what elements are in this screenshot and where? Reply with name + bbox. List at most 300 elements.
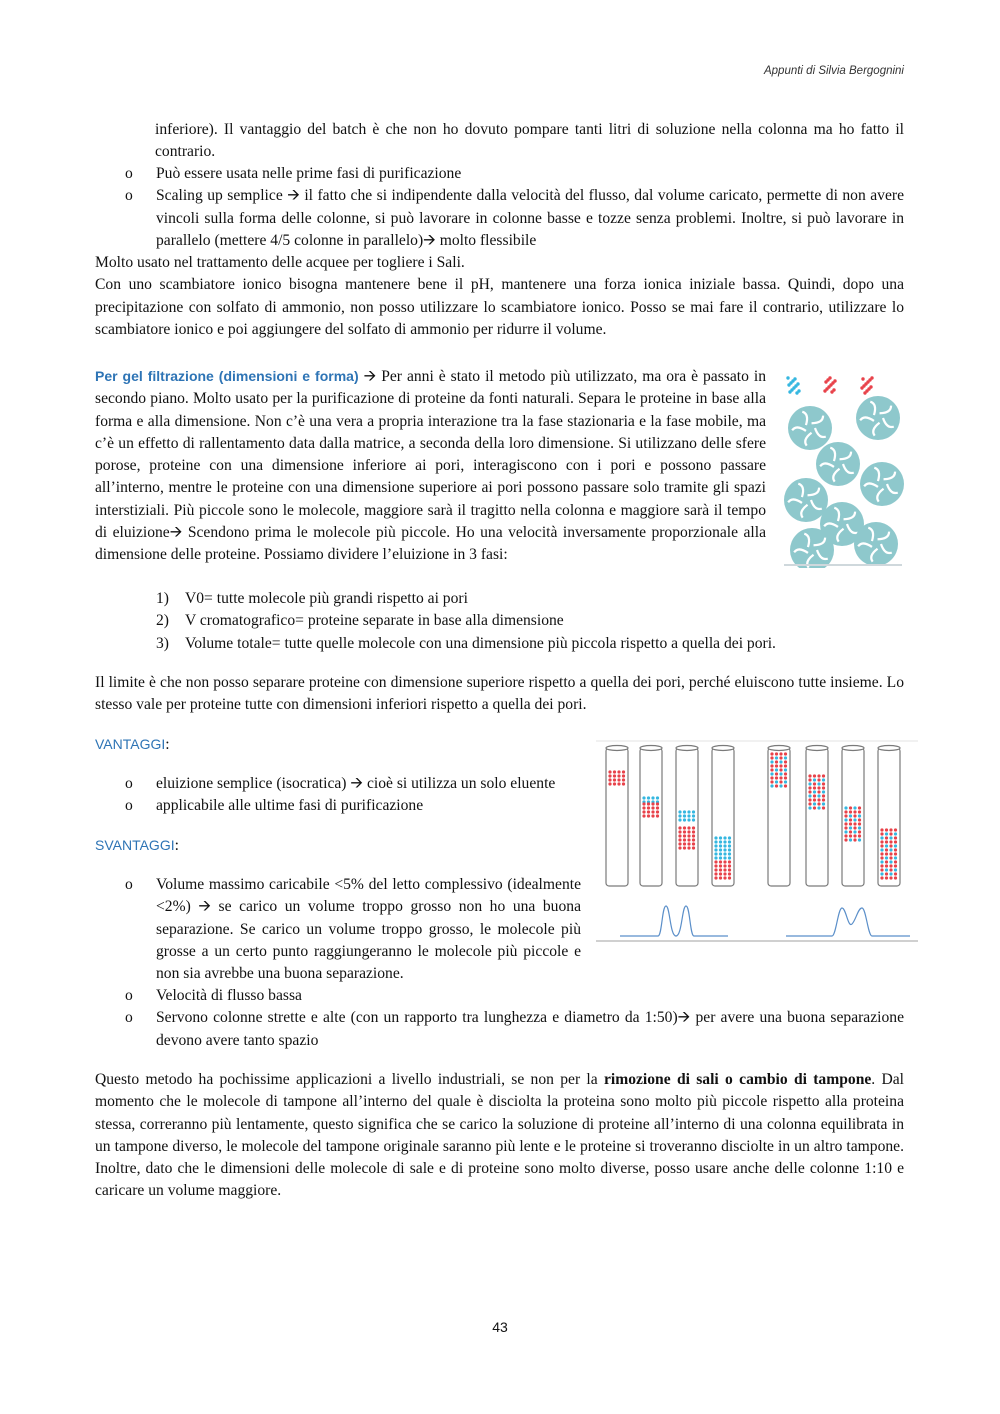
molecule-dot [692,826,695,829]
molecule-dot [779,784,782,787]
molecule-dot [613,778,616,781]
molecule-dot [849,814,852,817]
molecule-dot [770,760,773,763]
molecule-dot [728,868,731,871]
porous-bead [784,478,828,522]
closing-paragraph [95,1069,904,1203]
molecule-dot [678,810,681,813]
molecule-dot [683,830,686,833]
molecule-dot [683,842,686,845]
molecule-dot [683,838,686,841]
molecule-dot [784,780,787,783]
bullet-text: eluizione semplice (isocratica) 🡪 cioè si utilizza un solo eluente [156,775,556,792]
porous-beads-figure [780,372,906,568]
molecule-dot [808,778,811,781]
molecule-dot [880,868,883,871]
molecule-dot [775,784,778,787]
molecule-dot [813,774,816,777]
chromatography-column [768,746,790,887]
molecule-dot [779,768,782,771]
molecule-dot [808,774,811,777]
molecule-dot [853,806,856,809]
phases-block [95,588,904,655]
molecule-dot [647,810,650,813]
molecule-dot [853,822,856,825]
molecule-dot [880,832,883,835]
molecule-dot [714,876,717,879]
molecule-dot [714,860,717,863]
molecule-dot [889,860,892,863]
bullet-text: Scaling up semplice 🡪 il fatto che si indipendente dalla velocità del flusso, dal volume caricato, permette di non avere vincoli sulla forma delle colonne, si può lavorare in colonne basse e tozze senza problemi. Inoltre, si può lavorare in parallelo (mettere 4/5 colonne in parallelo)🡪 molto flessibile [156,187,904,249]
molecule-dot [719,872,722,875]
molecule-dot [885,872,888,875]
molecule-dot [853,830,856,833]
molecule-dot [779,772,782,775]
molecule-dot [775,768,778,771]
molecule-dot [889,872,892,875]
molecule-dot [770,776,773,779]
molecule-dot [885,856,888,859]
intro-continuation-text: inferiore). Il vantaggio del batch è che non ho dovuto pompare tanti litri di soluzione nella colonna ma ho fatto il contrario. [155,121,904,161]
molecule-dot [714,864,717,867]
molecule-dot [728,860,731,863]
limit-paragraph: Il limite è che non posso separare proteine con dimensione superiore rispetto a quella dei pori, perché eluiscono tutte insieme. Lo stesso vale per proteine tutte con dimensioni inferiori rispetto a quella dei pori. [95,674,904,714]
column-tube [806,748,828,886]
molecule-dot [880,860,883,863]
molecule-dot [775,780,778,783]
molecule-dot [723,848,726,851]
molecule-dot [880,836,883,839]
molecule-dot [723,876,726,879]
molecule-dot [853,838,856,841]
molecule-dot [880,828,883,831]
molecule-dot [853,810,856,813]
chromatography-column [606,746,628,887]
molecule-dot [692,842,695,845]
molecule-dot [849,822,852,825]
molecule-dot [622,778,625,781]
column-top [676,746,698,751]
molecule-dot [770,784,773,787]
molecule-dot [858,830,861,833]
gel-text: 🡪 Per anni è stato il metodo più utilizzato, ma ora è passato in secondo piano. Molto usato per la purificazione di proteine da fonti naturali. Separa le proteine in base alla forma e alla dimensione. Non c’è una vera a propria interazione tra la fase stazionaria e la fase mobile, ma c’è un effetto di rallentamento data dalla matrice, a seconda della loro dimensione. Si utilizzano delle sfere porose, proteine con una dimensione inferiore ai pori, interagiscono con i pori e possono passare all’interno, mentre le proteine con una dimensione superiore ai pori possono passare solo tramite gli spazi interstiziali. Più piccole sono le molecole, maggiore sarà il tragitto nella colonna e maggiore sarà il tempo di eluizione🡪 Scendono prima le molecole più piccole. Ho una velocità inversamente proporzionale alla dimensione delle proteine. Possiamo dividere l’eluizione in 3 fasi: [95,368,766,564]
molecule-dot [728,876,731,879]
molecule-dot [786,376,789,379]
molecule-dot [822,798,825,801]
molecule-dot [656,806,659,809]
porous-bead [856,396,900,440]
molecule-dot [808,786,811,789]
molecule-dot [894,876,897,879]
molecule-dot [885,864,888,867]
molecule-dot [849,810,852,813]
svantaggi-block-1 [95,874,581,985]
molecule-dot [719,844,722,847]
molecule-dot [832,388,835,391]
molecule-dot [719,848,722,851]
molecule-dot [608,770,611,773]
phase-number: 2) [156,612,169,630]
paragraph-scambiatore: Con uno scambiatore ionico bisogna mantenere bene il pH, mantenere una forza ionica iniziale bassa. Quindi, dopo una precipitazione con solfato di ammonio, non posso utilizzare lo scambiatore ionico. Posso se mai fare il contrario, utilizzare lo scambiatore ionico e poi aggiungere del solfato di ammonio per ridurre il volume. [95,276,904,339]
molecule-dot [622,782,625,785]
molecule-dot [719,876,722,879]
molecule-dot [687,846,690,849]
molecule-dot [894,828,897,831]
molecule-dot [858,822,861,825]
intro-bullet-list [95,163,904,252]
molecule-dot [880,864,883,867]
list-item [95,633,904,655]
molecule-dot [808,790,811,793]
chromatography-column [878,746,900,887]
molecule-dot [894,872,897,875]
phase-text: Volume totale= tutte quelle molecole con una dimensione più piccola rispetto a quella dei pori. [185,634,776,652]
list-item [95,985,904,1007]
molecule-dot [861,377,864,380]
molecule-dot [775,772,778,775]
bullet-text: Velocità di flusso bassa [156,987,302,1004]
columns-group [606,746,900,887]
molecule-dot [651,802,654,805]
molecule-dot [853,834,856,837]
molecule-dot [849,834,852,837]
molecule-dot [813,782,816,785]
column-tube [606,748,628,886]
molecule-dot [723,840,726,843]
molecule-dot [647,806,650,809]
molecule-dot [779,776,782,779]
molecule-dot [844,834,847,837]
molecule-dot [885,840,888,843]
molecule-dot [894,864,897,867]
molecule-dot [714,848,717,851]
molecule-dot [894,836,897,839]
molecule-dot [808,802,811,805]
molecule-dot [687,826,690,829]
molecule-dot [889,856,892,859]
molecule-dot [642,810,645,813]
gel-section [95,365,766,567]
list-item [95,163,904,185]
molecule-dot [678,830,681,833]
molecule-dot [622,770,625,773]
molecule-dot [719,836,722,839]
molecule-dot [858,826,861,829]
molecule-dot [775,752,778,755]
chromatography-column [676,746,698,887]
molecule-dot [808,806,811,809]
bullet-marker: o [125,775,133,792]
molecule-dot [844,818,847,821]
molecule-dot [885,852,888,855]
molecule-dot [894,848,897,851]
vantaggi-block [95,773,585,818]
molecule-dot [683,810,686,813]
molecule-dot [775,764,778,767]
molecule-dot [889,864,892,867]
column-top [842,746,864,751]
molecule-dot [849,806,852,809]
molecule-dot [687,842,690,845]
molecule-dot [813,806,816,809]
molecule-dot [813,794,816,797]
molecule-dot [894,844,897,847]
list-item [95,610,904,632]
svantaggi-list-cont [95,985,904,1052]
molecule-dot [889,828,892,831]
intro-continuation [155,119,904,164]
molecule-dot [849,830,852,833]
molecule-dot [647,814,650,817]
column-top [768,746,790,751]
molecule-dot [683,826,686,829]
bullet-marker: o [125,165,133,182]
molecule-dot [728,836,731,839]
molecule-dot [894,856,897,859]
page-header: Appunti di Silvia Bergognini [763,65,904,77]
molecule-dot [885,844,888,847]
molecule-dot [849,826,852,829]
molecule-dot [844,806,847,809]
molecule-dot [822,794,825,797]
page-number: 43 [492,1319,508,1335]
molecule-dot [813,790,816,793]
molecule-dot [692,814,695,817]
molecule-dot [858,838,861,841]
molecule-dot [844,838,847,841]
molecule-dot [723,872,726,875]
molecule-dot [822,802,825,805]
molecule-dot [779,764,782,767]
porous-bead [788,406,832,450]
molecule-dot [687,830,690,833]
column-top [878,746,900,751]
molecule-dot [808,782,811,785]
molecule-dot [723,864,726,867]
molecule-dot [880,840,883,843]
molecule-dot [714,852,717,855]
molecule-dot [889,840,892,843]
molecule-dot [719,856,722,859]
list-item [95,874,581,985]
molecule-dot [723,868,726,871]
molecule-dot [714,872,717,875]
molecule-dot [793,377,796,380]
molecule-dot [844,810,847,813]
molecule-dot [844,814,847,817]
molecule-dot [683,818,686,821]
molecule-dot [770,756,773,759]
chromatography-column [842,746,864,887]
molecule-dot [822,778,825,781]
molecule-dot [880,872,883,875]
intro-bullets-block [95,163,904,341]
molecule-dot [714,844,717,847]
molecule-dot [869,385,872,388]
phase-number: 3) [156,634,169,652]
gel-heading: Per gel filtrazione (dimensioni e forma) [95,368,359,384]
molecule-dot [678,834,681,837]
molecule-dot [894,860,897,863]
molecule-dot [678,838,681,841]
closing-post: . Dal momento che le molecole di tampone all’interno del quale è disciolta la proteina sono molto più piccole rispetto alla proteina stessa, correranno più lentamente, questo significa che se carico la soluzione di proteine all’interno di una colonna equilibrata in un tampone diverso, le molecole del tampone originale saranno più lente e le proteine si troveranno disciolte in un altro tampone. Inoltre, dato che le dimensioni delle molecole di sale e di proteine sono molto diverse, posso usare anche delle colonne 1:10 e caricare un volume maggiore. [95,1071,905,1200]
molecule-dot [889,844,892,847]
molecule-dot [678,814,681,817]
molecule-dot [894,868,897,871]
molecule-dot [822,782,825,785]
molecule-dot [779,756,782,759]
molecule-dot [719,852,722,855]
list-item [95,185,904,252]
molecule-dot [817,778,820,781]
molecule-dot [770,752,773,755]
molecule-dot [822,790,825,793]
gel-paragraph [95,365,766,567]
molecule-dot [608,782,611,785]
molecule-dot [880,844,883,847]
molecule-dot [714,868,717,871]
molecule-dot [678,818,681,821]
molecule-dot [817,794,820,797]
molecule-dot [889,852,892,855]
molecule-dot [617,782,620,785]
bullet-text: Servono colonne strette e alte (con un rapporto tra lunghezza e diametro da 1:50)🡪 per avere una buona separazione devono avere tanto spazio [156,1009,904,1049]
molecule-dot [617,774,620,777]
molecule-dot [683,846,686,849]
molecule-dot [885,860,888,863]
molecule-dot [880,856,883,859]
bullet-marker: o [125,987,133,1004]
molecule-dot [687,814,690,817]
molecule-dot [692,818,695,821]
molecule-dot [719,864,722,867]
list-item [95,1007,904,1052]
molecule-dot [728,872,731,875]
closing-pre: Questo metodo ha pochissime applicazioni a livello industriali, se non per la [95,1071,604,1088]
molecule-dot [817,806,820,809]
peak-trace-separated [620,906,728,936]
molecule-dot [613,774,616,777]
molecule-dot [656,810,659,813]
svantaggi-heading-block [95,834,179,857]
molecule-dot [808,794,811,797]
molecule-dot [642,814,645,817]
chromatogram-peaks [620,906,910,936]
svantaggi-block-2 [95,985,904,1052]
column-elution-figure [596,740,918,944]
molecule-dot [770,772,773,775]
molecule-dot [622,774,625,777]
molecule-dot [784,752,787,755]
molecule-dot [719,860,722,863]
molecule-dot [683,834,686,837]
molecule-dot [779,760,782,763]
molecule-dot [784,764,787,767]
molecule-dot [608,774,611,777]
molecule-dot [770,764,773,767]
molecule-dot [784,756,787,759]
molecule-dot [817,790,820,793]
molecule-dot [617,770,620,773]
molecule-dot [687,818,690,821]
vantaggi-heading-block [95,733,170,756]
molecule-dot [613,782,616,785]
molecule-dot [642,806,645,809]
molecule-dot [784,772,787,775]
molecule-dot [642,802,645,805]
bullet-marker: o [125,876,133,893]
molecule-dot [714,856,717,859]
molecule-dot [784,784,787,787]
bullet-text: Volume massimo caricabile <5% del letto complessivo (idealmente <2%) 🡪 se carico un volume troppo grosso non ho una buona separazione. Se carico un volume troppo grosso, le molecole più grosse a un certo punto raggiungeranno le molecole più piccole e non sia avrebbe una buona separazione. [156,876,581,983]
molecule-dot [692,846,695,849]
molecule-dot [817,802,820,805]
porous-bead [816,442,860,486]
molecule-dot [817,774,820,777]
list-item [95,588,904,610]
paragraph-sali: Molto usato nel trattamento delle acquee per togliere i Sali. [95,254,465,272]
vantaggi-heading: VANTAGGI [95,736,166,752]
chromatography-column [712,746,734,887]
porous-bead [854,522,898,566]
phase-text: V0= tutte molecole più grandi rispetto ai pori [185,590,468,607]
column-top [640,746,662,751]
molecule-dot [687,834,690,837]
molecule-dot [784,760,787,763]
molecule-dot [880,848,883,851]
molecule-dot [692,810,695,813]
molecule-dot [853,814,856,817]
molecule-dot [656,796,659,799]
molecule-dot [858,810,861,813]
molecule-dot [692,838,695,841]
molecule-dot [714,836,717,839]
molecule-dot [728,848,731,851]
molecule-dot [822,786,825,789]
molecule-dot [728,840,731,843]
molecule-dot [813,798,816,801]
molecule-dot [728,852,731,855]
molecule-dot [647,802,650,805]
molecule-dot [797,389,800,392]
molecule-dot [687,810,690,813]
bullet-marker: o [125,187,133,205]
molecule-dot [858,818,861,821]
closing-block [95,1069,904,1203]
molecule-dot [770,768,773,771]
molecule-dot [880,876,883,879]
molecule-dot [779,780,782,783]
molecule-dot [775,756,778,759]
molecule-dot [870,376,873,379]
molecule-dot [723,852,726,855]
molecule-dot [796,382,799,385]
molecule-dot [779,752,782,755]
molecule-dot [885,876,888,879]
molecule-dot [844,822,847,825]
molecule-dot [651,796,654,799]
peak-trace-overlapping [786,908,910,936]
molecule-dot [728,864,731,867]
phase-text: V cromatografico= proteine separate in base alla dimensione [185,612,564,630]
phases-list [95,588,904,655]
chromatography-column [806,746,828,887]
vantaggi-list [95,773,585,818]
molecule-dot [858,834,861,837]
molecule-dot [889,876,892,879]
molecule-dot [775,776,778,779]
molecules-top-layer [786,376,873,394]
